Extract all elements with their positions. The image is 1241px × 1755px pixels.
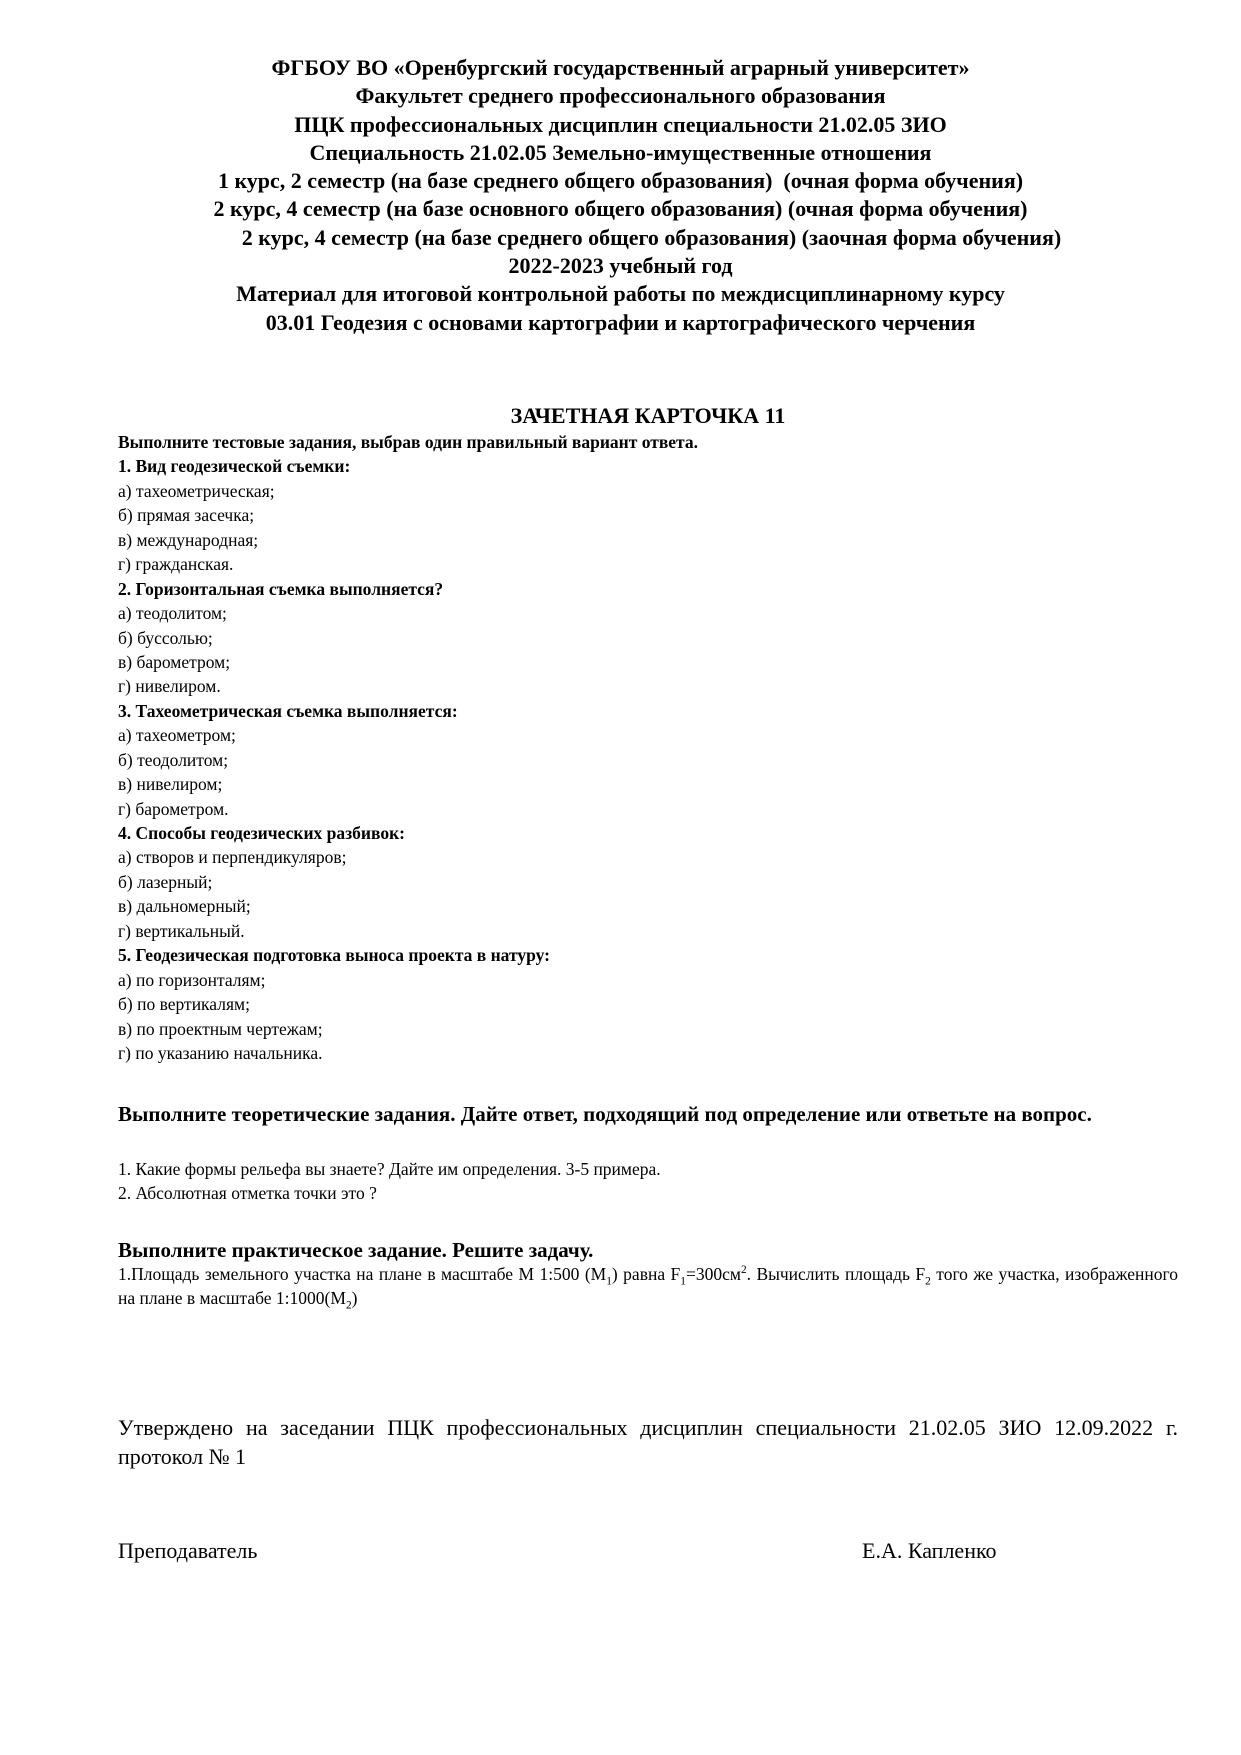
theory-heading: Выполните теоретические задания. Дайте ответ, подходящий под определение или ответьте на вопрос. — [118, 1102, 1092, 1126]
question-1: 1. Вид геодезической съемки: — [118, 456, 351, 477]
practice-task-sub-2: 1 — [680, 1275, 686, 1288]
header-line-academic-year: 2022-2023 учебный год — [508, 253, 733, 279]
question-4-option-c: в) дальномерный; — [118, 896, 251, 917]
card-title: ЗАЧЕТНАЯ КАРТОЧКА 11 — [510, 403, 786, 428]
practice-heading: Выполните практическое задание. Решите задачу. — [118, 1238, 594, 1262]
question-1-option-c: в) международная; — [118, 529, 259, 550]
question-5-option-c: в) по проектным чертежам; — [118, 1018, 323, 1039]
practice-task-text-1: 1.Площадь земельного участка на плане в масштабе М 1:500 (М — [118, 1264, 607, 1284]
approval-note: Утверждено на заседании ПЦК профессиональных дисциплин специальности 21.02.05 ЗИО 12.09.2022 г. протокол № 1 — [118, 1415, 1178, 1469]
test-section — [118, 430, 1178, 1065]
question-3-option-a: а) тахеометром; — [118, 725, 236, 746]
practice-task-sub-4: 2 — [345, 1299, 352, 1312]
practice-task-sup-1: 2 — [740, 1264, 747, 1277]
question-3-option-d: г) барометром. — [118, 798, 229, 819]
document-header — [0, 54, 1241, 337]
signature-name: Е.А. Капленко — [862, 1538, 997, 1563]
signature-role: Преподаватель — [118, 1538, 258, 1563]
header-line-specialty: Специальность 21.02.05 Земельно-имущественные отношения — [309, 139, 932, 165]
question-5-option-d: г) по указанию начальника. — [118, 1042, 323, 1063]
question-5: 5. Геодезическая подготовка выноса проекта в натуру: — [118, 945, 550, 966]
header-line-course-2: 2 курс, 4 семестр (на базе основного общего образования) (очная форма обучения) — [213, 196, 1028, 222]
question-1-option-d: г) гражданская. — [118, 554, 234, 575]
header-line-course-1: 1 курс, 2 семестр (на базе среднего общего образования) (очная форма обучения) — [217, 168, 1024, 194]
header-line-faculty: Факультет среднего профессионального образования — [355, 83, 886, 109]
question-2-option-a: а) теодолитом; — [118, 603, 227, 624]
practice-task-text-4: . Вычислить площадь F — [746, 1264, 926, 1284]
practice-task-sub-1: 1 — [606, 1275, 612, 1288]
question-5-option-b: б) по вертикалям; — [118, 994, 250, 1015]
header-line-department: ПЦК профессиональных дисциплин специальности 21.02.05 ЗИО — [294, 111, 947, 137]
practice-task-text-6: ) — [351, 1288, 358, 1308]
question-4-option-b: б) лазерный; — [118, 871, 213, 892]
practice-task — [118, 1262, 1178, 1310]
question-3: 3. Тахеометрическая съемка выполняется: — [118, 700, 458, 721]
header-line-course-title: 03.01 Геодезия с основами картографии и картографического черчения — [265, 309, 976, 335]
question-2-option-c: в) барометром; — [118, 651, 231, 672]
question-2-option-b: б) буссолью; — [118, 627, 213, 648]
theory-item-1: 1. Какие формы рельефа вы знаете? Дайте им определения. 3-5 примера. — [118, 1159, 661, 1179]
question-2: 2. Горизонтальная съемка выполняется? — [118, 578, 444, 599]
practice-task-text-2: ) равна F — [611, 1264, 681, 1284]
theory-item-2: 2. Абсолютная отметка точки это ? — [118, 1183, 377, 1203]
question-3-option-c: в) нивелиром; — [118, 774, 223, 795]
practice-task-text-3: =300см — [685, 1264, 741, 1284]
question-2-option-d: г) нивелиром. — [118, 676, 221, 697]
question-1-option-b: б) прямая засечка; — [118, 505, 255, 526]
question-1-option-a: а) тахеометрическая; — [118, 480, 275, 501]
question-4: 4. Способы геодезических разбивок: — [118, 823, 405, 843]
header-line-course-3: 2 курс, 4 семестр (на базе среднего общего образования) (заочная форма обучения) — [241, 224, 1062, 250]
test-instruction: Выполните тестовые задания, выбрав один правильный вариант ответа. — [118, 432, 698, 452]
question-4-option-d: г) вертикальный. — [118, 920, 245, 941]
header-line-university: ФГБОУ ВО «Оренбургский государственный аграрный университет» — [271, 55, 970, 80]
question-5-option-a: а) по горизонталям; — [118, 969, 266, 990]
practice-task-sub-3: 2 — [925, 1275, 931, 1288]
question-3-option-b: б) теодолитом; — [118, 749, 229, 770]
header-line-material: Материал для итоговой контрольной работы по междисциплинарному курсу — [236, 281, 1005, 307]
practice-task-text-5: того же участка, изображенного на плане в масштабе 1:1000(М — [118, 1264, 1178, 1308]
question-4-option-a: а) створов и перпендикуляров; — [118, 847, 347, 868]
